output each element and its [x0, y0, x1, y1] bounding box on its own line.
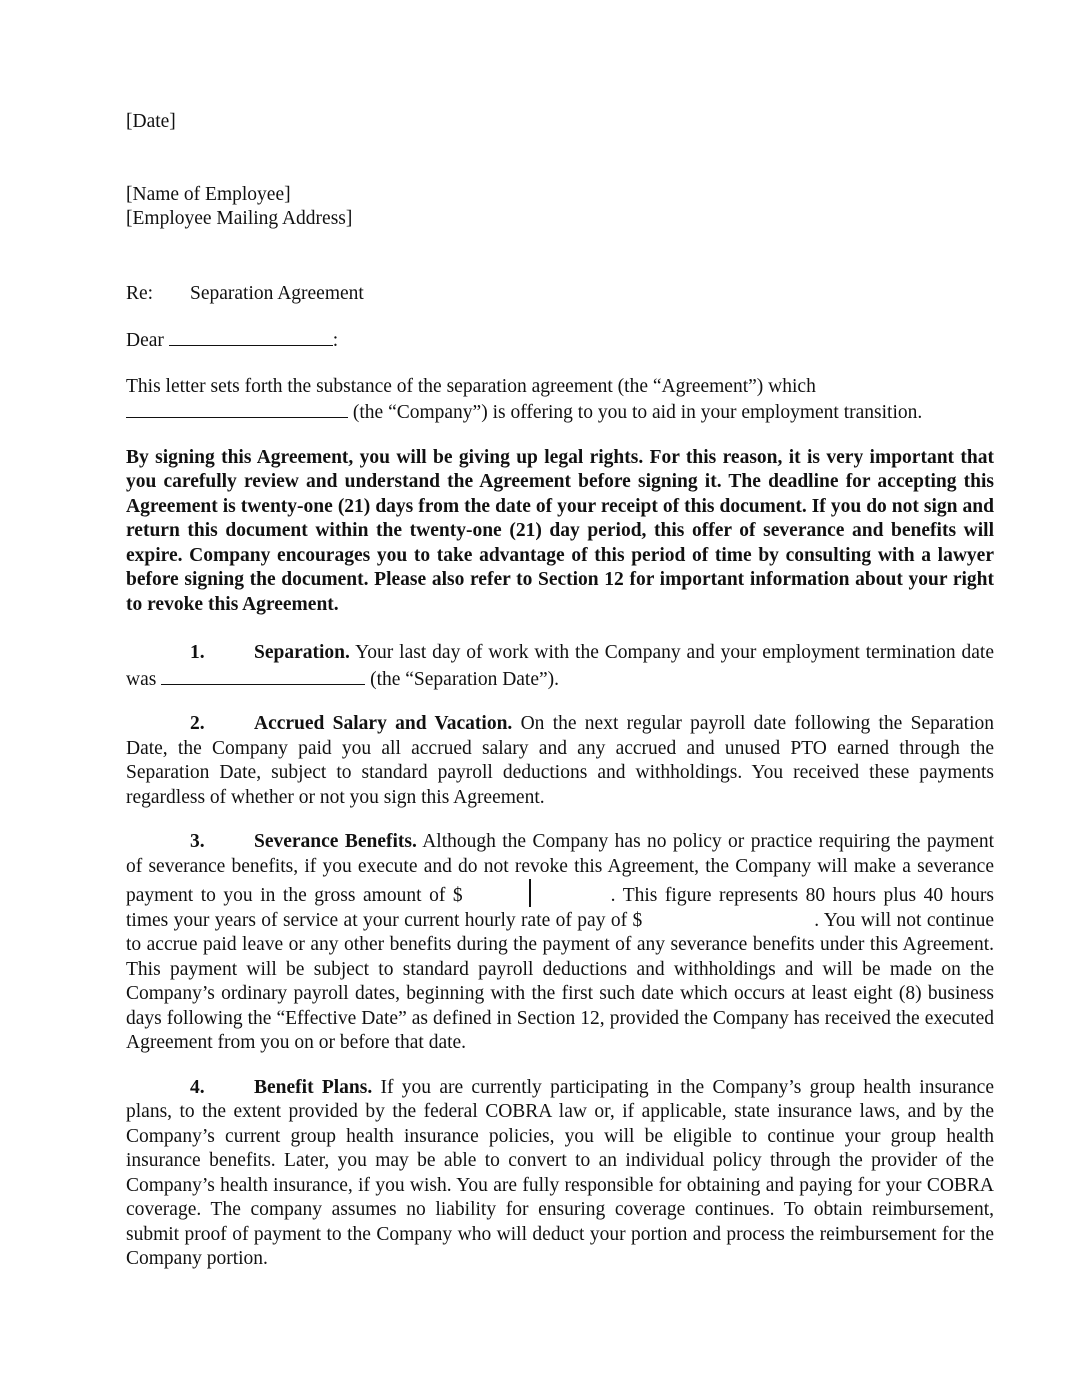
- warning-paragraph: By signing this Agreement, you will be giving up legal rights. For this reason, it is very important that you carefully review and understand the Agreement before signing it. The deadline for accepting this Agreement is twenty-one (21) days from the date of your receipt of this document. If you do not sign and return this document within the twenty-one (21) day period, this offer of severance and benefits will expire. Company encourages you to take advantage of this period of time by consulting with a lawyer before signing the document. Please also refer to Section 12 for important information about your right to revoke this Agreement.: [126, 446, 994, 615]
- section-heading: Separation.: [254, 642, 350, 663]
- section-number: 3.: [190, 831, 205, 852]
- intro-paragraph: [126, 375, 994, 426]
- re-label: Re:: [126, 282, 154, 304]
- section-text-part-2: . This figure represents 80 hours plus 40 hours times your years of service at your current hourly rate of pay of $: [126, 885, 994, 931]
- section-number: 4.: [190, 1076, 205, 1098]
- separation-date-blank: [161, 666, 365, 685]
- section-heading: Benefit Plans.: [254, 1076, 373, 1098]
- section-number: 2.: [190, 713, 205, 734]
- section-text-after: (the “Separation Date”).: [370, 668, 560, 690]
- section-text-part-3: . You will not continue to accrue paid leave or any other benefits during the payment of any severance benefits under this Agreement. This payment will be subject to standard payroll deductions and withholdings and will be made on the Company’s ordinary payroll dates, beginning with the first such date which occurs at least eight (8) business days following the “Effective Date” as defined in Section 12, provided the Company has received the executed Agreement from you on or before that date.: [126, 909, 994, 1053]
- section-heading: Accrued Salary and Vacation.: [254, 713, 513, 734]
- company-blank: [126, 399, 348, 418]
- salutation: [126, 327, 994, 354]
- re-subject: Separation Agreement: [190, 282, 364, 304]
- intro-line-2-text: (the “Company”) is offering to you to aid in your employment transition.: [352, 402, 923, 423]
- section-separation: [126, 641, 994, 692]
- section-heading: Severance Benefits.: [254, 831, 417, 852]
- intro-line-1: This letter sets forth the substance of the separation agreement (the “Agreement”) which: [126, 375, 816, 397]
- recipient-blank: [169, 327, 333, 346]
- section-text: If you are currently participating in the Company’s group health insurance plans, to the extent provided by the federal COBRA law or, if applicable, state insurance laws, and by the Company’s current group health insurance policies, you will be eligible to continue your group health insurance benefits. Later, you may be able to convert to an individual policy through the provider of the Company’s health insurance, if you wish. You are fully responsible for obtaining and paying for your COBRA coverage. The company assumes no liability for ensuring coverage continues. To obtain reimbursement, submit proof of payment to the Company who will deduct your portion and process the reimbursement for the Company portion.: [126, 1076, 994, 1269]
- letter-date: [Date]: [126, 111, 176, 132]
- intro-line-2: [126, 399, 994, 426]
- section-text: On the next regular payroll date following the Separation Date, the Company paid you all accrued salary and any accrued and unused PTO earned through the Separation Date, subject to standard payroll deductions and withholdings. You received these payments regardless of whether or not you sign this Agreement.: [126, 713, 994, 808]
- section-benefit-plans: [126, 1076, 994, 1272]
- section-accrued-salary: [126, 712, 994, 810]
- section-number: 1.: [190, 642, 205, 663]
- salutation-colon: :: [332, 330, 339, 351]
- section-text: Your last day of work with the Company and your employment termination date was: [126, 642, 995, 690]
- text-cursor: [529, 879, 531, 907]
- section-text-part-1: Although the Company has no policy or practice requiring the payment of severance benefits, if you execute and do not revoke this Agreement, the Company will make a severance payment to you in the gross amount of $: [126, 831, 994, 906]
- letter-page: [126, 110, 994, 1272]
- dear-word: Dear: [126, 330, 164, 351]
- re-line: [126, 282, 994, 307]
- section-severance-benefits: [126, 830, 994, 1056]
- employee-name: [Name of Employee]: [126, 183, 291, 205]
- employee-address: [Employee Mailing Address]: [126, 208, 353, 229]
